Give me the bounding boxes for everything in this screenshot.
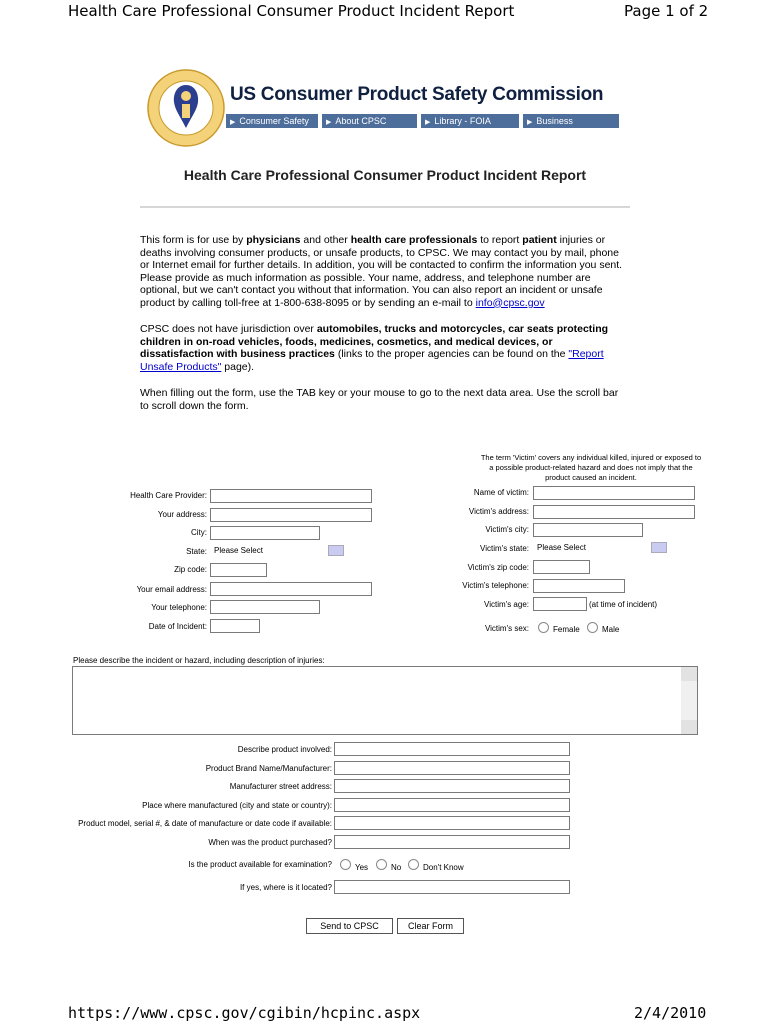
intro-paragraph-1: This form is for use by physicians and other health care professionals to report patient injuries or deaths involving consumer products, or unsafe products, to CPSC. We may contact you by mail, phone or Internet email for further details. In addition, you will be contacted to confirm the information you sent. Please provide as much information as possible. Your name, address, and telephone number are optional, but we can't contact you without that information. You can also report an incident or unsafe product by calling toll-free at 1-800-638-8095 or by sending an e-mail to info@cpsc.gov [140,234,623,309]
victim-name-input[interactable] [533,486,695,500]
victim-telephone-input[interactable] [533,579,625,593]
telephone-input[interactable] [210,600,320,614]
victim-city-label: Victim's city: [485,525,529,534]
print-footer-url: https://www.cpsc.gov/cgibin/hcpinc.aspx [68,1004,421,1022]
available-yes-radio[interactable] [340,859,351,870]
sex-female-label: Female [553,625,580,634]
location-label: If yes, where is it located? [239,883,332,892]
product-involved-label: Describe product involved: [237,745,332,754]
product-model-input[interactable] [334,816,570,830]
sex-male-label: Male [602,625,620,634]
cpsc-seal-icon [146,68,226,148]
describe-textarea[interactable] [72,666,698,735]
available-dont-know-label: Don't Know [423,863,464,872]
victim-age-input[interactable] [533,597,587,611]
victim-name-label: Name of victim: [473,488,529,497]
email-link[interactable]: info@cpsc.gov [475,296,545,309]
victim-note: The term 'Victim' covers any individual killed, injured or exposed to a possible product-related hazard and does not imply that the product caused an incident. [480,453,702,482]
nav-business[interactable]: ▶ Business [523,114,619,128]
date-label: Date of Incident: [148,622,207,631]
available-yes-label: Yes [355,863,369,872]
location-input[interactable] [334,880,570,894]
product-model-label: Product model, serial #, & date of manufacture or date code if available: [78,819,332,828]
victim-address-label: Victim's address: [468,507,529,516]
nav-library-foia[interactable]: ▶ Library - FOIA [421,114,519,128]
intro-text [140,234,628,412]
product-brand-label: Product Brand Name/Manufacturer: [205,764,332,773]
sex-male-radio[interactable] [587,622,598,633]
provider-label: Health Care Provider: [130,491,207,500]
victim-age-note: (at time of incident) [589,600,658,609]
scroll-up-icon[interactable] [681,667,697,681]
address-input[interactable] [210,508,372,522]
print-header-page: Page 1 of 2 [624,2,709,20]
scroll-down-icon[interactable] [681,720,697,734]
intro-paragraph-3: When filling out the form, use the TAB key or your mouse to go to the next data area. Use the scroll bar to scroll down the form. [140,387,619,412]
form-title: Health Care Professional Consumer Product Incident Report [183,167,587,183]
manufacturer-street-input[interactable] [334,779,570,793]
purchase-date-input[interactable] [334,835,570,849]
available-no-label: No [391,863,402,872]
victim-address-input[interactable] [533,505,695,519]
manufacture-place-input[interactable] [334,798,570,812]
dropdown-arrow-icon[interactable] [328,545,344,556]
victim-state-select[interactable] [533,541,667,555]
print-header-title: Health Care Professional Consumer Product Incident Report [68,2,515,20]
email-input[interactable] [210,582,372,596]
send-button[interactable]: Send to CPSC [306,918,393,934]
manufacturer-street-label: Manufacturer street address: [229,782,332,791]
available-label: Is the product available for examination? [188,860,332,869]
manufacture-place-label: Place where manufactured (city and state or country): [142,801,332,810]
victim-zip-input[interactable] [533,560,590,574]
print-footer-date: 2/4/2010 [634,1004,707,1022]
nav-about-cpsc[interactable]: ▶ About CPSC [322,114,417,128]
telephone-label: Your telephone: [151,603,207,612]
sex-female-radio[interactable] [538,622,549,633]
zip-input[interactable] [210,563,267,577]
victim-age-label: Victim's age: [484,600,529,609]
agency-name: US Consumer Product Safety Commission [230,84,604,105]
zip-label: Zip code: [174,565,207,574]
clear-button[interactable]: Clear Form [397,918,464,934]
intro-paragraph-2: CPSC does not have jurisdiction over automobiles, trucks and motorcycles, car seats protecting children in on-road vehicles, foods, medicines, cosmetics, and medical devices, or dissatisfaction with business practices (links to the proper agencies can be found on the "Report Unsafe Products" page). [140,323,609,373]
victim-city-input[interactable] [533,523,643,537]
city-input[interactable] [210,526,320,540]
email-label: Your email address: [136,585,207,594]
available-dont-know-radio[interactable] [408,859,419,870]
describe-label: Please describe the incident or hazard, including description of injuries: [73,656,325,665]
victim-state-label: Victim's state: [480,544,529,553]
city-label: City: [191,528,207,537]
victim-sex-label: Victim's sex: [484,624,529,633]
title-divider [140,206,630,208]
nav-consumer-safety[interactable]: ▶ Consumer Safety [226,114,318,128]
state-select-value: Please Select [214,546,263,555]
state-select[interactable] [210,544,344,558]
victim-telephone-label: Victim's telephone: [462,581,529,590]
product-brand-input[interactable] [334,761,570,775]
state-label: State: [186,547,207,556]
provider-input[interactable] [210,489,372,503]
victim-zip-label: Victim's zip code: [467,563,529,572]
textarea-scrollbar[interactable] [681,667,697,734]
address-label: Your address: [157,510,207,519]
available-no-radio[interactable] [376,859,387,870]
product-involved-input[interactable] [334,742,570,756]
report-unsafe-products-link[interactable]: "Report Unsafe Products" [140,348,604,373]
victim-state-select-value: Please Select [537,543,586,552]
dropdown-arrow-icon[interactable] [651,542,667,553]
purchase-date-label: When was the product purchased? [208,838,332,847]
date-input[interactable] [210,619,260,633]
